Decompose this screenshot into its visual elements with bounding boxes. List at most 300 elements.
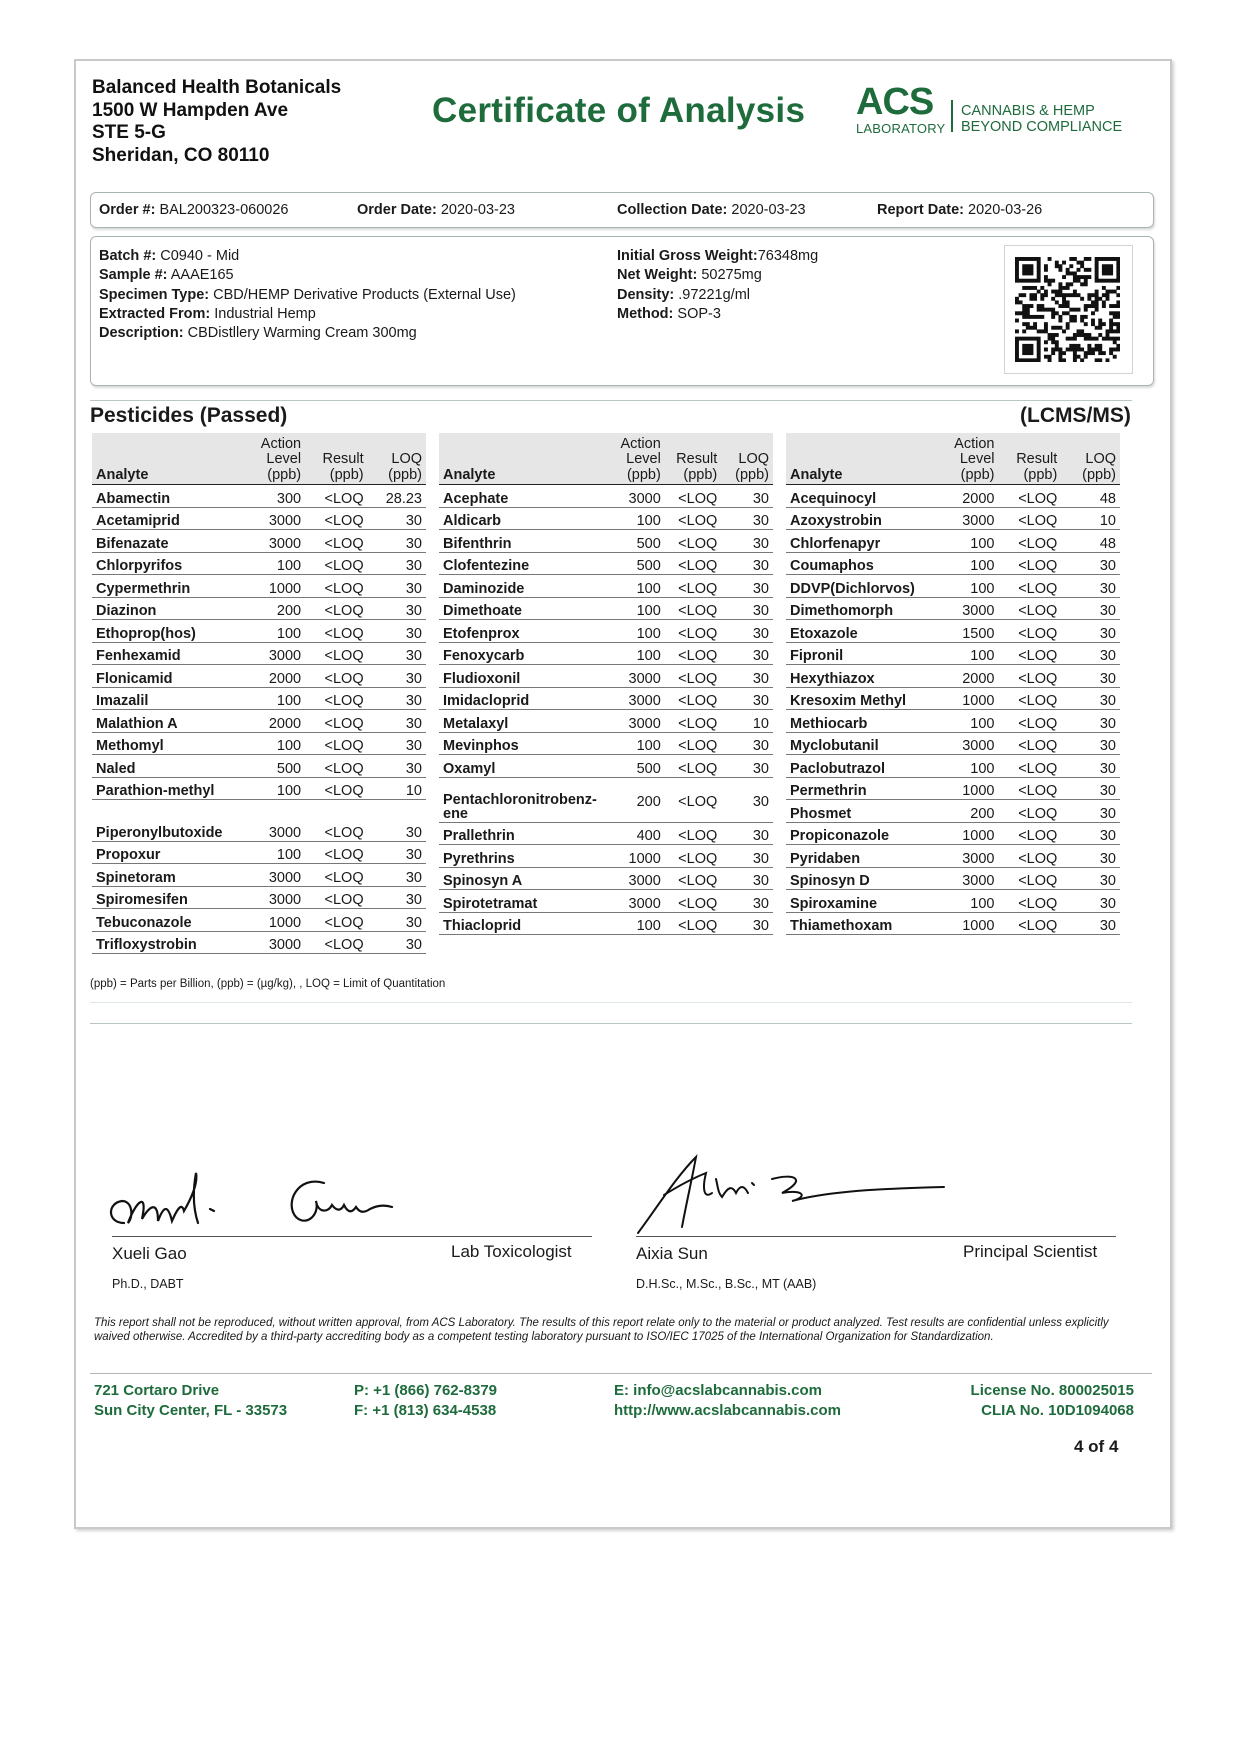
loq: 30 — [721, 508, 773, 531]
analyte-name: Oxamyl — [439, 755, 601, 778]
action-level: 500 — [601, 530, 665, 553]
method-field: Method: SOP-3 — [617, 305, 721, 322]
table-row — [439, 755, 773, 778]
loq: 30 — [721, 598, 773, 621]
header-result: Result (ppb) — [305, 433, 368, 485]
table-row — [786, 733, 1120, 756]
action-level: 2000 — [925, 485, 998, 508]
action-level: 100 — [601, 620, 665, 643]
page-title: Certificate of Analysis — [432, 91, 806, 130]
loq: 30 — [721, 868, 773, 891]
report-page — [74, 59, 1172, 1529]
loq: 30 — [721, 823, 773, 846]
analyte-name: Clofentezine — [439, 553, 601, 576]
action-level: 100 — [601, 913, 665, 936]
analyte-name: Pyrethrins — [439, 845, 601, 868]
table-header-row — [786, 433, 1120, 485]
analyte-name: Hexythiazox — [786, 665, 925, 688]
analyte-name: Acetamiprid — [92, 508, 232, 531]
result: <LOQ — [998, 868, 1061, 891]
result: <LOQ — [998, 620, 1061, 643]
footnote-rule-1 — [90, 1002, 1132, 1003]
analyte-name: Naled — [92, 755, 232, 778]
loq: 30 — [721, 620, 773, 643]
table-spacer-row — [92, 800, 426, 819]
action-level: 400 — [601, 823, 665, 846]
result: <LOQ — [305, 932, 368, 955]
loq: 30 — [368, 620, 426, 643]
analyte-name: Propoxur — [92, 842, 232, 865]
table-row — [92, 665, 426, 688]
loq: 30 — [1061, 800, 1120, 823]
result: <LOQ — [998, 530, 1061, 553]
table-header-row — [92, 433, 426, 485]
action-level: 3000 — [601, 890, 665, 913]
result: <LOQ — [305, 575, 368, 598]
loq: 30 — [368, 665, 426, 688]
table-row — [92, 508, 426, 531]
table-row — [786, 620, 1120, 643]
company-city: Sheridan, CO 80110 — [92, 144, 270, 166]
action-level: 3000 — [925, 868, 998, 891]
analyte-name: Flonicamid — [92, 665, 232, 688]
result: <LOQ — [305, 665, 368, 688]
company-block — [92, 77, 341, 167]
analyte-name: Diazinon — [92, 598, 232, 621]
analyte-name: Fludioxonil — [439, 665, 601, 688]
analyte-name: Piperonylbutoxide — [92, 819, 232, 842]
action-level: 100 — [601, 733, 665, 756]
action-level: 100 — [601, 598, 665, 621]
table-row — [439, 913, 773, 936]
table-row — [92, 688, 426, 711]
density-field: Density: .97221g/ml — [617, 286, 750, 303]
table-row — [439, 710, 773, 733]
table-row — [92, 755, 426, 778]
signer-1-name: Xueli Gao — [112, 1244, 187, 1263]
company-address-2: STE 5-G — [92, 122, 166, 143]
loq: 30 — [721, 913, 773, 936]
analyte-name: Fenhexamid — [92, 643, 232, 666]
header-loq: LOQ (ppb) — [721, 433, 773, 485]
loq: 30 — [1061, 733, 1120, 756]
loq: 30 — [721, 665, 773, 688]
batch-field: Batch #: C0940 - Mid — [99, 248, 240, 264]
result: <LOQ — [305, 485, 368, 508]
analyte-name: Paclobutrazol — [786, 755, 925, 778]
analyte-name: Kresoxim Methyl — [786, 688, 925, 711]
analyte-name: Propiconazole — [786, 823, 925, 846]
analyte-name: Fipronil — [786, 643, 925, 666]
logo-sub: LABORATORY — [856, 121, 946, 136]
table-row — [786, 823, 1120, 846]
table-row — [439, 508, 773, 531]
loq: 30 — [1061, 845, 1120, 868]
analyte-name: Ethoprop(hos) — [92, 620, 232, 643]
action-level: 200 — [925, 800, 998, 823]
table-row — [439, 845, 773, 868]
result: <LOQ — [998, 845, 1061, 868]
result: <LOQ — [998, 913, 1061, 936]
loq: 30 — [1061, 868, 1120, 891]
extracted-field: Extracted From: Industrial Hemp — [99, 305, 316, 322]
action-level: 100 — [925, 643, 998, 666]
action-level: 100 — [601, 643, 665, 666]
analyte-name: Methiocarb — [786, 710, 925, 733]
table-row — [439, 598, 773, 621]
analyte-name: Spinosyn A — [439, 868, 601, 891]
analyte-name: Acephate — [439, 485, 601, 508]
table-row — [786, 845, 1120, 868]
logo-tagline-1: CANNABIS & HEMP — [961, 103, 1095, 119]
action-level: 3000 — [925, 845, 998, 868]
signer-2-role: Principal Scientist — [963, 1242, 1098, 1261]
table-row — [92, 733, 426, 756]
analyte-name: Acequinocyl — [786, 485, 925, 508]
email-link[interactable]: E: info@acslabcannabis.com — [614, 1382, 823, 1399]
table-row — [786, 710, 1120, 733]
action-level: 100 — [925, 553, 998, 576]
result: <LOQ — [665, 755, 721, 778]
result: <LOQ — [998, 553, 1061, 576]
result: <LOQ — [305, 710, 368, 733]
order-date: Order Date: 2020-03-23 — [357, 202, 515, 218]
result: <LOQ — [998, 890, 1061, 913]
action-level: 1000 — [232, 909, 305, 932]
result: <LOQ — [665, 643, 721, 666]
loq: 30 — [1061, 755, 1120, 778]
result: <LOQ — [998, 710, 1061, 733]
analyte-name: Pyridaben — [786, 845, 925, 868]
analyte-name: Aldicarb — [439, 508, 601, 531]
table-row — [92, 887, 426, 910]
table-row — [439, 688, 773, 711]
table-row — [786, 755, 1120, 778]
loq: 30 — [721, 643, 773, 666]
action-level: 3000 — [232, 819, 305, 842]
analyte-name: Cypermethrin — [92, 575, 232, 598]
analyte-name: Chlorpyrifos — [92, 553, 232, 576]
action-level: 2000 — [925, 665, 998, 688]
table-row — [92, 864, 426, 887]
result: <LOQ — [998, 778, 1061, 801]
loq: 30 — [721, 485, 773, 508]
loq: 30 — [721, 688, 773, 711]
table-row — [92, 598, 426, 621]
action-level: 100 — [601, 508, 665, 531]
table-row — [786, 778, 1120, 801]
footer-address: 721 Cortaro Drive Sun City Center, FL - 33573 — [94, 1382, 288, 1419]
action-level: 1000 — [925, 913, 998, 936]
loq: 10 — [721, 710, 773, 733]
action-level: 200 — [601, 778, 665, 823]
result: <LOQ — [665, 553, 721, 576]
header-analyte: Analyte — [92, 433, 232, 485]
analyte-name: Tebuconazole — [92, 909, 232, 932]
footer-email — [614, 1381, 841, 1420]
table-row — [92, 485, 426, 508]
signature-xueli-gao — [102, 1161, 422, 1241]
table-row — [439, 823, 773, 846]
sample-info-right — [617, 247, 818, 324]
action-level: 100 — [925, 575, 998, 598]
result: <LOQ — [665, 620, 721, 643]
analyte-name: Thiacloprid — [439, 913, 601, 936]
result: <LOQ — [998, 823, 1061, 846]
action-level: 300 — [232, 485, 305, 508]
action-level: 100 — [232, 553, 305, 576]
loq: 30 — [721, 755, 773, 778]
analyte-name: Myclobutanil — [786, 733, 925, 756]
action-level: 3000 — [232, 643, 305, 666]
action-level: 500 — [232, 755, 305, 778]
result: <LOQ — [305, 598, 368, 621]
table-row — [786, 890, 1120, 913]
loq: 30 — [368, 710, 426, 733]
action-level: 3000 — [925, 598, 998, 621]
website-link[interactable]: http://www.acslabcannabis.com — [614, 1401, 841, 1419]
loq: 30 — [368, 530, 426, 553]
loq: 30 — [721, 890, 773, 913]
result: <LOQ — [305, 620, 368, 643]
result: <LOQ — [998, 755, 1061, 778]
qr-code-icon — [1015, 257, 1120, 362]
footnote-rule-2 — [90, 1023, 1132, 1024]
table-row — [439, 485, 773, 508]
sample-field: Sample #: AAAE165 — [99, 267, 234, 284]
result: <LOQ — [305, 887, 368, 910]
section-title: Pesticides (Passed) — [90, 404, 288, 427]
header-action-level: Action Level (ppb) — [925, 433, 998, 485]
company-address-1: 1500 W Hampden Ave — [92, 99, 289, 121]
loq: 30 — [1061, 688, 1120, 711]
company-name: Balanced Health Botanicals — [92, 77, 342, 98]
action-level: 100 — [232, 842, 305, 865]
loq: 30 — [368, 909, 426, 932]
table-row — [786, 643, 1120, 666]
action-level: 100 — [925, 710, 998, 733]
table-row — [92, 932, 426, 955]
section-top-rule — [90, 400, 1132, 401]
acs-logo — [856, 81, 1131, 136]
collection-date: Collection Date: 2020-03-23 — [617, 202, 806, 218]
result: <LOQ — [998, 733, 1061, 756]
table-row — [786, 913, 1120, 936]
header-result: Result (ppb) — [665, 433, 721, 485]
order-info-bar — [90, 192, 1154, 228]
table-row — [439, 553, 773, 576]
pesticide-table-2 — [439, 433, 773, 935]
result: <LOQ — [665, 778, 721, 823]
action-level: 3000 — [232, 887, 305, 910]
result: <LOQ — [665, 665, 721, 688]
result: <LOQ — [665, 823, 721, 846]
pesticide-table-1 — [92, 433, 426, 954]
analyte-name: Methomyl — [92, 733, 232, 756]
action-level: 3000 — [601, 710, 665, 733]
result: <LOQ — [998, 598, 1061, 621]
qr-code — [1004, 245, 1133, 374]
result: <LOQ — [305, 530, 368, 553]
loq: 10 — [1061, 508, 1120, 531]
analyte-name: Thiamethoxam — [786, 913, 925, 936]
table-row — [786, 800, 1120, 823]
table-row — [439, 620, 773, 643]
loq: 30 — [721, 733, 773, 756]
footer-phone: P: +1 (866) 762-8379 F: +1 (813) 634-4538 — [354, 1382, 498, 1419]
result: <LOQ — [665, 733, 721, 756]
result: <LOQ — [305, 842, 368, 865]
header-analyte: Analyte — [439, 433, 601, 485]
table-row — [439, 575, 773, 598]
footer-license: License No. 800025015 CLIA No. 10D1094068 — [970, 1382, 1134, 1419]
analyte-name: Parathion-methyl — [92, 778, 232, 801]
analyte-name: Prallethrin — [439, 823, 601, 846]
result: <LOQ — [665, 508, 721, 531]
signer-2-name: Aixia Sun — [636, 1244, 708, 1263]
result: <LOQ — [998, 575, 1061, 598]
analyte-name: Azoxystrobin — [786, 508, 925, 531]
signer-1-credentials: Ph.D., DABT — [112, 1277, 184, 1291]
sample-info-left — [99, 247, 516, 343]
action-level: 200 — [232, 598, 305, 621]
table-row — [92, 643, 426, 666]
signer-2-credentials: D.H.Sc., M.Sc., B.Sc., MT (AAB) — [636, 1277, 817, 1291]
result: <LOQ — [305, 909, 368, 932]
logo-tagline-2: BEYOND COMPLIANCE — [961, 119, 1123, 135]
result: <LOQ — [665, 845, 721, 868]
loq: 30 — [1061, 620, 1120, 643]
action-level: 3000 — [232, 932, 305, 955]
loq: 30 — [368, 755, 426, 778]
action-level: 100 — [232, 620, 305, 643]
result: <LOQ — [305, 508, 368, 531]
pesticide-table-3 — [786, 433, 1120, 935]
table-row — [439, 733, 773, 756]
table-row — [92, 778, 426, 801]
loq: 30 — [721, 530, 773, 553]
loq: 30 — [1061, 665, 1120, 688]
analyte-name: DDVP(Dichlorvos) — [786, 575, 925, 598]
analyte-name: Spinosyn D — [786, 868, 925, 891]
action-level: 500 — [601, 553, 665, 576]
sample-info-box — [90, 236, 1154, 386]
action-level: 3000 — [601, 688, 665, 711]
header-loq: LOQ (ppb) — [1061, 433, 1120, 485]
action-level: 3000 — [232, 864, 305, 887]
result: <LOQ — [665, 913, 721, 936]
analyte-name: Pentachloronitrobenz-ene — [439, 778, 601, 823]
table-row — [786, 530, 1120, 553]
action-level: 3000 — [601, 485, 665, 508]
loq: 30 — [368, 842, 426, 865]
result: <LOQ — [305, 553, 368, 576]
result: <LOQ — [305, 643, 368, 666]
page-number: 4 of 4 — [1074, 1437, 1119, 1456]
action-level: 100 — [232, 733, 305, 756]
loq: 30 — [1061, 575, 1120, 598]
header-loq: LOQ (ppb) — [368, 433, 426, 485]
signer-1-role: Lab Toxicologist — [451, 1242, 572, 1261]
result: <LOQ — [305, 733, 368, 756]
analyte-name: Dimethomorph — [786, 598, 925, 621]
loq: 30 — [368, 932, 426, 955]
action-level: 3000 — [601, 868, 665, 891]
footer-rule — [90, 1373, 1152, 1374]
footnote: (ppb) = Parts per Billion, (ppb) = (µg/kg), , LOQ = Limit of Quantitation — [90, 978, 446, 990]
action-level: 3000 — [601, 665, 665, 688]
analyte-name: Chlorfenapyr — [786, 530, 925, 553]
table-row — [439, 890, 773, 913]
header-action-level: Action Level (ppb) — [232, 433, 305, 485]
analyte-name: Phosmet — [786, 800, 925, 823]
specimen-field: Specimen Type: CBD/HEMP Derivative Products (External Use) — [99, 286, 516, 303]
loq: 10 — [368, 778, 426, 801]
gross-weight-field: Initial Gross Weight:76348mg — [617, 248, 819, 264]
action-level: 3000 — [232, 530, 305, 553]
analyte-name: Spinetoram — [92, 864, 232, 887]
loq: 30 — [1061, 710, 1120, 733]
loq: 30 — [1061, 643, 1120, 666]
report-date: Report Date: 2020-03-26 — [877, 202, 1043, 218]
section-method: (LCMS/MS) — [1020, 404, 1131, 427]
result: <LOQ — [305, 778, 368, 801]
result: <LOQ — [665, 710, 721, 733]
logo-brand: ACS — [856, 81, 934, 123]
table-row — [439, 643, 773, 666]
action-level: 500 — [601, 755, 665, 778]
table-row — [786, 868, 1120, 891]
table-row — [92, 553, 426, 576]
analyte-name: Etoxazole — [786, 620, 925, 643]
header-action-level: Action Level (ppb) — [601, 433, 665, 485]
header-analyte: Analyte — [786, 433, 925, 485]
action-level: 2000 — [232, 710, 305, 733]
table-row — [92, 909, 426, 932]
loq: 28.23 — [368, 485, 426, 508]
analyte-name: Spirotetramat — [439, 890, 601, 913]
result: <LOQ — [998, 643, 1061, 666]
analyte-name: Spiromesifen — [92, 887, 232, 910]
result: <LOQ — [305, 755, 368, 778]
action-level: 100 — [925, 890, 998, 913]
order-number: Order #: BAL200323-060026 — [99, 202, 289, 218]
action-level: 1000 — [601, 845, 665, 868]
action-level: 1000 — [925, 778, 998, 801]
analyte-name: Malathion A — [92, 710, 232, 733]
net-weight-field: Net Weight: 50275mg — [617, 267, 762, 284]
analyte-name: Bifenthrin — [439, 530, 601, 553]
loq: 30 — [368, 733, 426, 756]
loq: 30 — [368, 819, 426, 842]
result: <LOQ — [998, 665, 1061, 688]
table-row — [786, 508, 1120, 531]
result: <LOQ — [998, 688, 1061, 711]
loq: 30 — [1061, 553, 1120, 576]
disclaimer: This report shall not be reproduced, without written approval, from ACS Laboratory. The results of this report relate only to the material or product analyzed. Test results are confidential unless explicitly waived otherwise. Accredited by a third-party accrediting body as a competent testing laboratory pursuant to ISO/IEC 17025 of the International Organization for Standardization. — [94, 1317, 1109, 1344]
analyte-name: Coumaphos — [786, 553, 925, 576]
result: <LOQ — [998, 800, 1061, 823]
analyte-name: Bifenazate — [92, 530, 232, 553]
table-row — [92, 620, 426, 643]
loq: 30 — [721, 845, 773, 868]
action-level: 3000 — [232, 508, 305, 531]
result: <LOQ — [665, 530, 721, 553]
loq: 30 — [721, 575, 773, 598]
action-level: 1000 — [925, 688, 998, 711]
table-row — [786, 553, 1120, 576]
loq: 30 — [368, 575, 426, 598]
